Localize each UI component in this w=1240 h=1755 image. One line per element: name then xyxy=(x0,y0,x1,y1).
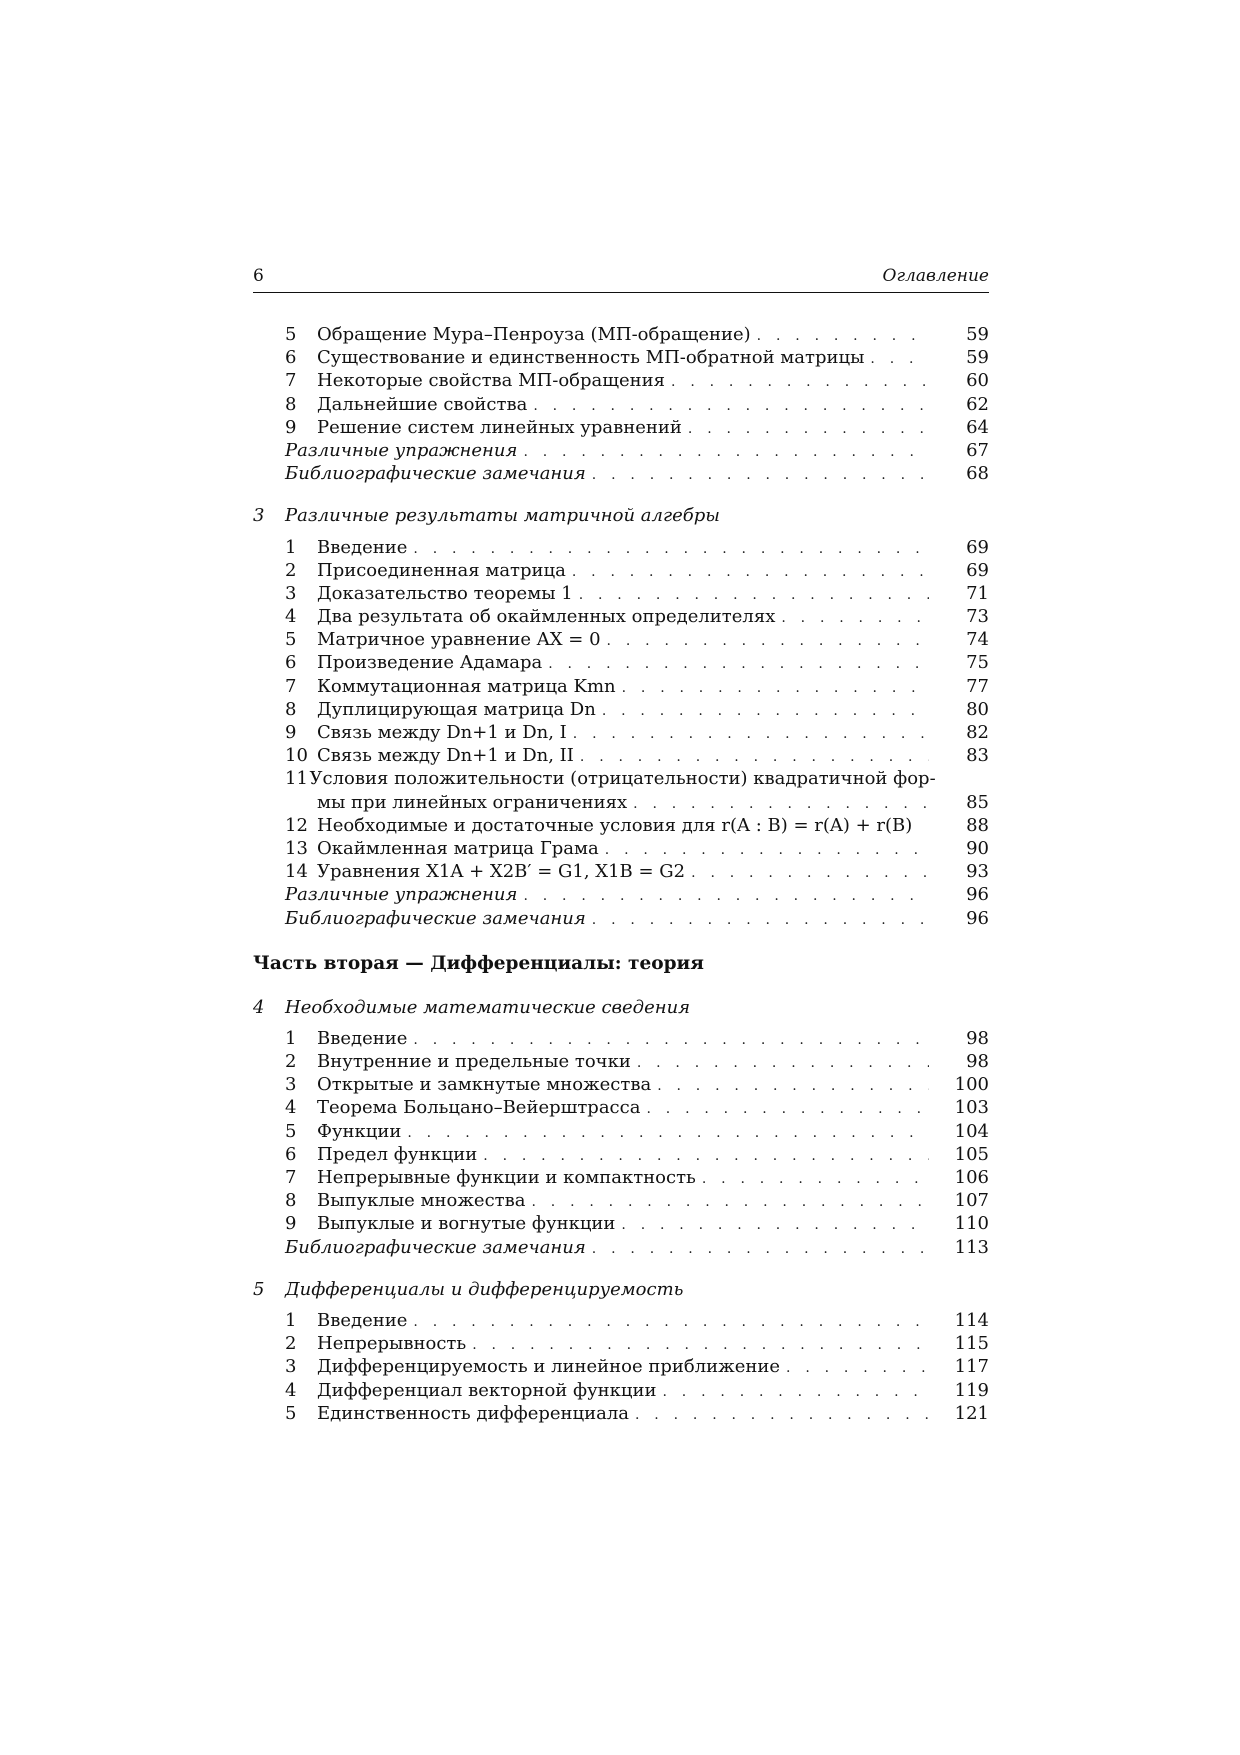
entry-page-number: 68 xyxy=(966,463,989,485)
dot-leader xyxy=(548,653,929,676)
dot-leader xyxy=(573,723,929,746)
entry-page-number: 96 xyxy=(966,907,989,929)
entry-number: 4 xyxy=(285,1379,297,1401)
dot-leader xyxy=(531,1191,929,1214)
entry-page-number: 69 xyxy=(966,559,989,581)
entry-title: Дифференцируемость и линейное приближение xyxy=(317,1356,781,1378)
toc-entry[interactable] xyxy=(253,791,989,814)
entry-page-number: 75 xyxy=(966,652,989,674)
toc-entry[interactable] xyxy=(253,1212,989,1235)
toc-entry[interactable] xyxy=(253,1143,989,1166)
toc-entry[interactable] xyxy=(253,1120,989,1143)
entry-number: 9 xyxy=(285,1213,297,1235)
dot-leader xyxy=(523,441,929,464)
entry-title: Обращение Мура–Пенроуза (МП-обращение) xyxy=(317,324,751,345)
entry-number: 7 xyxy=(285,1167,297,1188)
entry-title: Единственность дифференциала xyxy=(317,1402,629,1424)
dot-leader xyxy=(702,1168,929,1191)
entry-page-number: 59 xyxy=(966,324,989,345)
entry-title: Уравнения X1A + X2B′ = G1, X1B = G2 xyxy=(317,861,686,883)
entry-title: Некоторые свойства МП-обращения xyxy=(317,370,666,392)
entry-page-number: 114 xyxy=(954,1309,989,1331)
entry-number: 3 xyxy=(285,582,297,604)
entry-number: 4 xyxy=(285,1097,297,1119)
entry-number: 2 xyxy=(285,1051,297,1073)
entry-title: Теорема Больцано–Вейерштрасса xyxy=(317,1097,641,1119)
entry-page-number: 96 xyxy=(966,884,989,906)
toc-block-continued xyxy=(253,323,989,485)
dot-leader xyxy=(870,348,929,371)
dot-leader xyxy=(592,909,929,932)
chapter-title: Необходимые математические сведения xyxy=(285,996,691,1018)
entry-page-number: 59 xyxy=(966,347,989,369)
entry-page-number: 82 xyxy=(966,722,989,743)
entry-title: Дуплицирующая матрица Dn xyxy=(317,698,596,720)
toc-entry[interactable] xyxy=(253,698,989,721)
chapter-heading-4 xyxy=(253,996,989,1019)
toc-entry[interactable] xyxy=(253,1050,989,1073)
entry-number: 1 xyxy=(285,1027,297,1049)
chapter-3-entries xyxy=(253,536,989,930)
entry-title: Внутренние и предельные точки xyxy=(317,1051,631,1073)
entry-number: 5 xyxy=(285,1402,297,1424)
entry-title: Введение xyxy=(317,536,408,558)
dot-leader xyxy=(580,746,929,769)
entry-number: 2 xyxy=(285,1333,297,1355)
entry-page-number: 90 xyxy=(966,837,989,859)
entry-title: Матричное уравнение AX = 0 xyxy=(317,629,601,651)
dot-leader xyxy=(533,395,929,418)
dot-leader xyxy=(413,1029,929,1052)
entry-number: 9 xyxy=(285,416,297,438)
toc-entry[interactable] xyxy=(253,393,989,416)
entry-page-number: 85 xyxy=(966,791,989,813)
entry-page-number: 83 xyxy=(966,745,989,767)
entry-title: Окаймленная матрица Грама xyxy=(317,837,599,859)
toc-entry[interactable] xyxy=(253,1309,989,1332)
entry-page-number: 67 xyxy=(966,439,989,461)
toc-entry[interactable] xyxy=(253,628,989,651)
dot-leader xyxy=(635,1404,929,1427)
chapter-4-entries xyxy=(253,1027,989,1259)
toc-entry[interactable] xyxy=(253,1027,989,1050)
entry-number: 1 xyxy=(285,1309,297,1331)
dot-leader xyxy=(407,1122,929,1145)
entry-number: 3 xyxy=(285,1356,297,1378)
entry-page-number: 60 xyxy=(966,370,989,392)
dot-leader xyxy=(622,677,929,700)
entry-page-number: 80 xyxy=(966,698,989,720)
dot-leader xyxy=(592,1238,929,1261)
entry-page-number: 103 xyxy=(954,1097,989,1119)
entry-number: 7 xyxy=(285,370,297,392)
dot-leader xyxy=(523,885,929,908)
toc-entry[interactable] xyxy=(253,744,989,767)
toc-entry[interactable] xyxy=(253,814,989,837)
entry-title: Различные упражнения xyxy=(285,884,518,906)
chapter-number: 5 xyxy=(253,1278,265,1300)
entry-number: 10 xyxy=(285,745,308,767)
entry-number: 5 xyxy=(285,629,297,651)
entry-title: Дальнейшие свойства xyxy=(317,393,528,415)
entry-page-number: 73 xyxy=(966,606,989,628)
entry-page-number: 69 xyxy=(966,536,989,558)
toc-entry[interactable] xyxy=(253,1073,989,1096)
chapter-heading-5 xyxy=(253,1278,989,1301)
dot-leader xyxy=(579,584,929,607)
chapter-5-entries xyxy=(253,1309,989,1425)
entry-title: Решение систем линейных уравнений xyxy=(317,416,682,438)
entry-title: Непрерывность xyxy=(317,1333,467,1355)
toc-entry[interactable] xyxy=(253,1355,989,1378)
entry-page-number: 110 xyxy=(954,1213,989,1235)
entry-number: 14 xyxy=(285,861,308,883)
entry-page-number: 121 xyxy=(954,1402,989,1424)
toc-entry[interactable] xyxy=(253,1332,989,1355)
entry-number: 5 xyxy=(285,324,297,345)
entry-page-number: 119 xyxy=(954,1379,989,1401)
entry-title: Дифференциал векторной функции xyxy=(317,1379,657,1401)
toc-entry[interactable] xyxy=(253,1379,989,1402)
dot-leader xyxy=(621,1214,929,1237)
toc-entry[interactable] xyxy=(253,536,989,559)
entry-title: Непрерывные функции и компактность xyxy=(317,1167,696,1188)
dot-leader xyxy=(472,1334,929,1357)
toc-entry[interactable] xyxy=(253,675,989,698)
chapter-number: 3 xyxy=(253,505,265,527)
toc-entry[interactable] xyxy=(253,346,989,369)
toc-entry[interactable] xyxy=(253,323,989,346)
entry-title: Библиографические замечания xyxy=(285,907,586,929)
toc-entry[interactable] xyxy=(253,767,989,790)
entry-page-number: 93 xyxy=(966,861,989,883)
toc-entry[interactable] xyxy=(253,837,989,860)
entry-number: 6 xyxy=(285,1143,297,1165)
dot-leader xyxy=(413,1311,929,1334)
entry-title: Различные упражнения xyxy=(285,439,518,461)
toc-entry[interactable] xyxy=(253,1189,989,1212)
dot-leader xyxy=(781,607,929,630)
toc-entry[interactable] xyxy=(253,1096,989,1119)
entry-number: 7 xyxy=(285,675,297,697)
document-page xyxy=(253,262,989,1425)
entry-number: 11 xyxy=(285,768,308,790)
chapter-number: 4 xyxy=(253,996,265,1018)
entry-number: 12 xyxy=(285,814,308,836)
dot-leader xyxy=(483,1145,929,1168)
dot-leader xyxy=(637,1052,929,1075)
entry-title: Введение xyxy=(317,1309,408,1331)
entry-title: Условия положительности (отрицательности) квадратичной фор- xyxy=(309,768,936,790)
toc-entry[interactable] xyxy=(253,559,989,582)
entry-number: 4 xyxy=(285,606,297,628)
entry-page-number: 105 xyxy=(954,1143,989,1165)
entry-title: Два результата об окаймленных определителях xyxy=(317,606,776,628)
dot-leader xyxy=(605,839,929,862)
entry-number: 9 xyxy=(285,722,297,743)
toc-entry[interactable] xyxy=(253,605,989,628)
toc-misc-entry[interactable] xyxy=(253,883,989,906)
entry-title: Библиографические замечания xyxy=(285,1236,586,1258)
entry-title: мы при линейных ограничениях xyxy=(317,791,628,813)
chapter-title: Различные результаты матричной алгебры xyxy=(285,505,720,527)
entry-number: 8 xyxy=(285,393,297,415)
toc-misc-entry[interactable] xyxy=(253,907,989,930)
entry-page-number: 74 xyxy=(966,629,989,651)
dot-leader xyxy=(572,561,929,584)
toc-entry[interactable] xyxy=(253,582,989,605)
toc-entry[interactable] xyxy=(253,1402,989,1425)
table-of-contents xyxy=(253,323,989,1425)
toc-misc-entry[interactable] xyxy=(253,1236,989,1259)
entry-page-number: 98 xyxy=(966,1051,989,1073)
dot-leader xyxy=(663,1381,930,1404)
entry-title: Выпуклые множества xyxy=(317,1190,526,1212)
toc-entry[interactable] xyxy=(253,721,989,744)
toc-entry[interactable] xyxy=(253,1166,989,1189)
entry-page-number: 64 xyxy=(966,416,989,438)
dot-leader xyxy=(786,1357,929,1380)
entry-title: Связь между Dn+1 и Dn, I xyxy=(317,722,567,743)
entry-page-number: 77 xyxy=(966,675,989,697)
entry-page-number: 62 xyxy=(966,393,989,415)
entry-title: Существование и единственность МП-обратной матрицы xyxy=(317,347,865,369)
entry-number: 6 xyxy=(285,347,297,369)
entry-number: 1 xyxy=(285,536,297,558)
chapter-heading-3 xyxy=(253,504,989,527)
dot-leader xyxy=(602,700,929,723)
entry-title: Предел функции xyxy=(317,1143,478,1165)
entry-title: Выпуклые и вогнутые функции xyxy=(317,1213,616,1235)
chapter-title: Дифференциалы и дифференцируемость xyxy=(285,1278,684,1300)
entry-page-number: 100 xyxy=(954,1074,989,1096)
entry-page-number: 117 xyxy=(954,1356,989,1378)
running-header xyxy=(253,262,989,293)
entry-title: Открытые и замкнутые множества xyxy=(317,1074,652,1096)
entry-title: Функции xyxy=(317,1120,402,1142)
entry-number: 5 xyxy=(285,1120,297,1142)
entry-page-number: 106 xyxy=(954,1167,989,1188)
entry-number: 8 xyxy=(285,698,297,720)
entry-title: Коммутационная матрица Kmn xyxy=(317,675,616,697)
toc-misc-entry[interactable] xyxy=(253,462,989,485)
entry-title: Введение xyxy=(317,1027,408,1049)
entry-number: 3 xyxy=(285,1074,297,1096)
dot-leader xyxy=(413,538,929,561)
dot-leader xyxy=(592,464,929,487)
entry-page-number: 88 xyxy=(966,814,989,836)
running-title: Оглавление xyxy=(882,266,989,286)
entry-title: Библиографические замечания xyxy=(285,463,586,485)
toc-entry[interactable] xyxy=(253,369,989,392)
page-number: 6 xyxy=(253,266,264,286)
entry-title: Доказательство теоремы 1 xyxy=(317,582,573,604)
entry-page-number: 71 xyxy=(966,582,989,604)
entry-page-number: 104 xyxy=(954,1120,989,1142)
entry-page-number: 107 xyxy=(954,1190,989,1212)
entry-page-number: 115 xyxy=(954,1333,989,1355)
part-heading: Часть вторая — Дифференциалы: теория xyxy=(253,952,704,974)
entry-number: 8 xyxy=(285,1190,297,1212)
dot-leader xyxy=(633,793,929,816)
entry-title: Присоединенная матрица xyxy=(317,559,566,581)
entry-number: 6 xyxy=(285,652,297,674)
entry-page-number: 113 xyxy=(954,1236,989,1258)
entry-number: 13 xyxy=(285,837,308,859)
entry-number: 2 xyxy=(285,559,297,581)
toc-entry[interactable] xyxy=(253,416,989,439)
dot-leader xyxy=(646,1098,929,1121)
dot-leader xyxy=(607,630,929,653)
dot-leader xyxy=(691,862,929,885)
toc-entry[interactable] xyxy=(253,651,989,674)
entry-title: Необходимые и достаточные условия для r(A : B) = r(A) + r(B) xyxy=(317,814,913,836)
entry-title: Произведение Адамара xyxy=(317,652,543,674)
toc-entry[interactable] xyxy=(253,860,989,883)
dot-leader xyxy=(657,1075,929,1098)
dot-leader xyxy=(688,418,929,441)
dot-leader xyxy=(757,325,929,348)
dot-leader xyxy=(671,371,929,394)
entry-page-number: 98 xyxy=(966,1027,989,1049)
entry-title: Связь между Dn+1 и Dn, II xyxy=(317,745,574,767)
toc-misc-entry[interactable] xyxy=(253,439,989,462)
